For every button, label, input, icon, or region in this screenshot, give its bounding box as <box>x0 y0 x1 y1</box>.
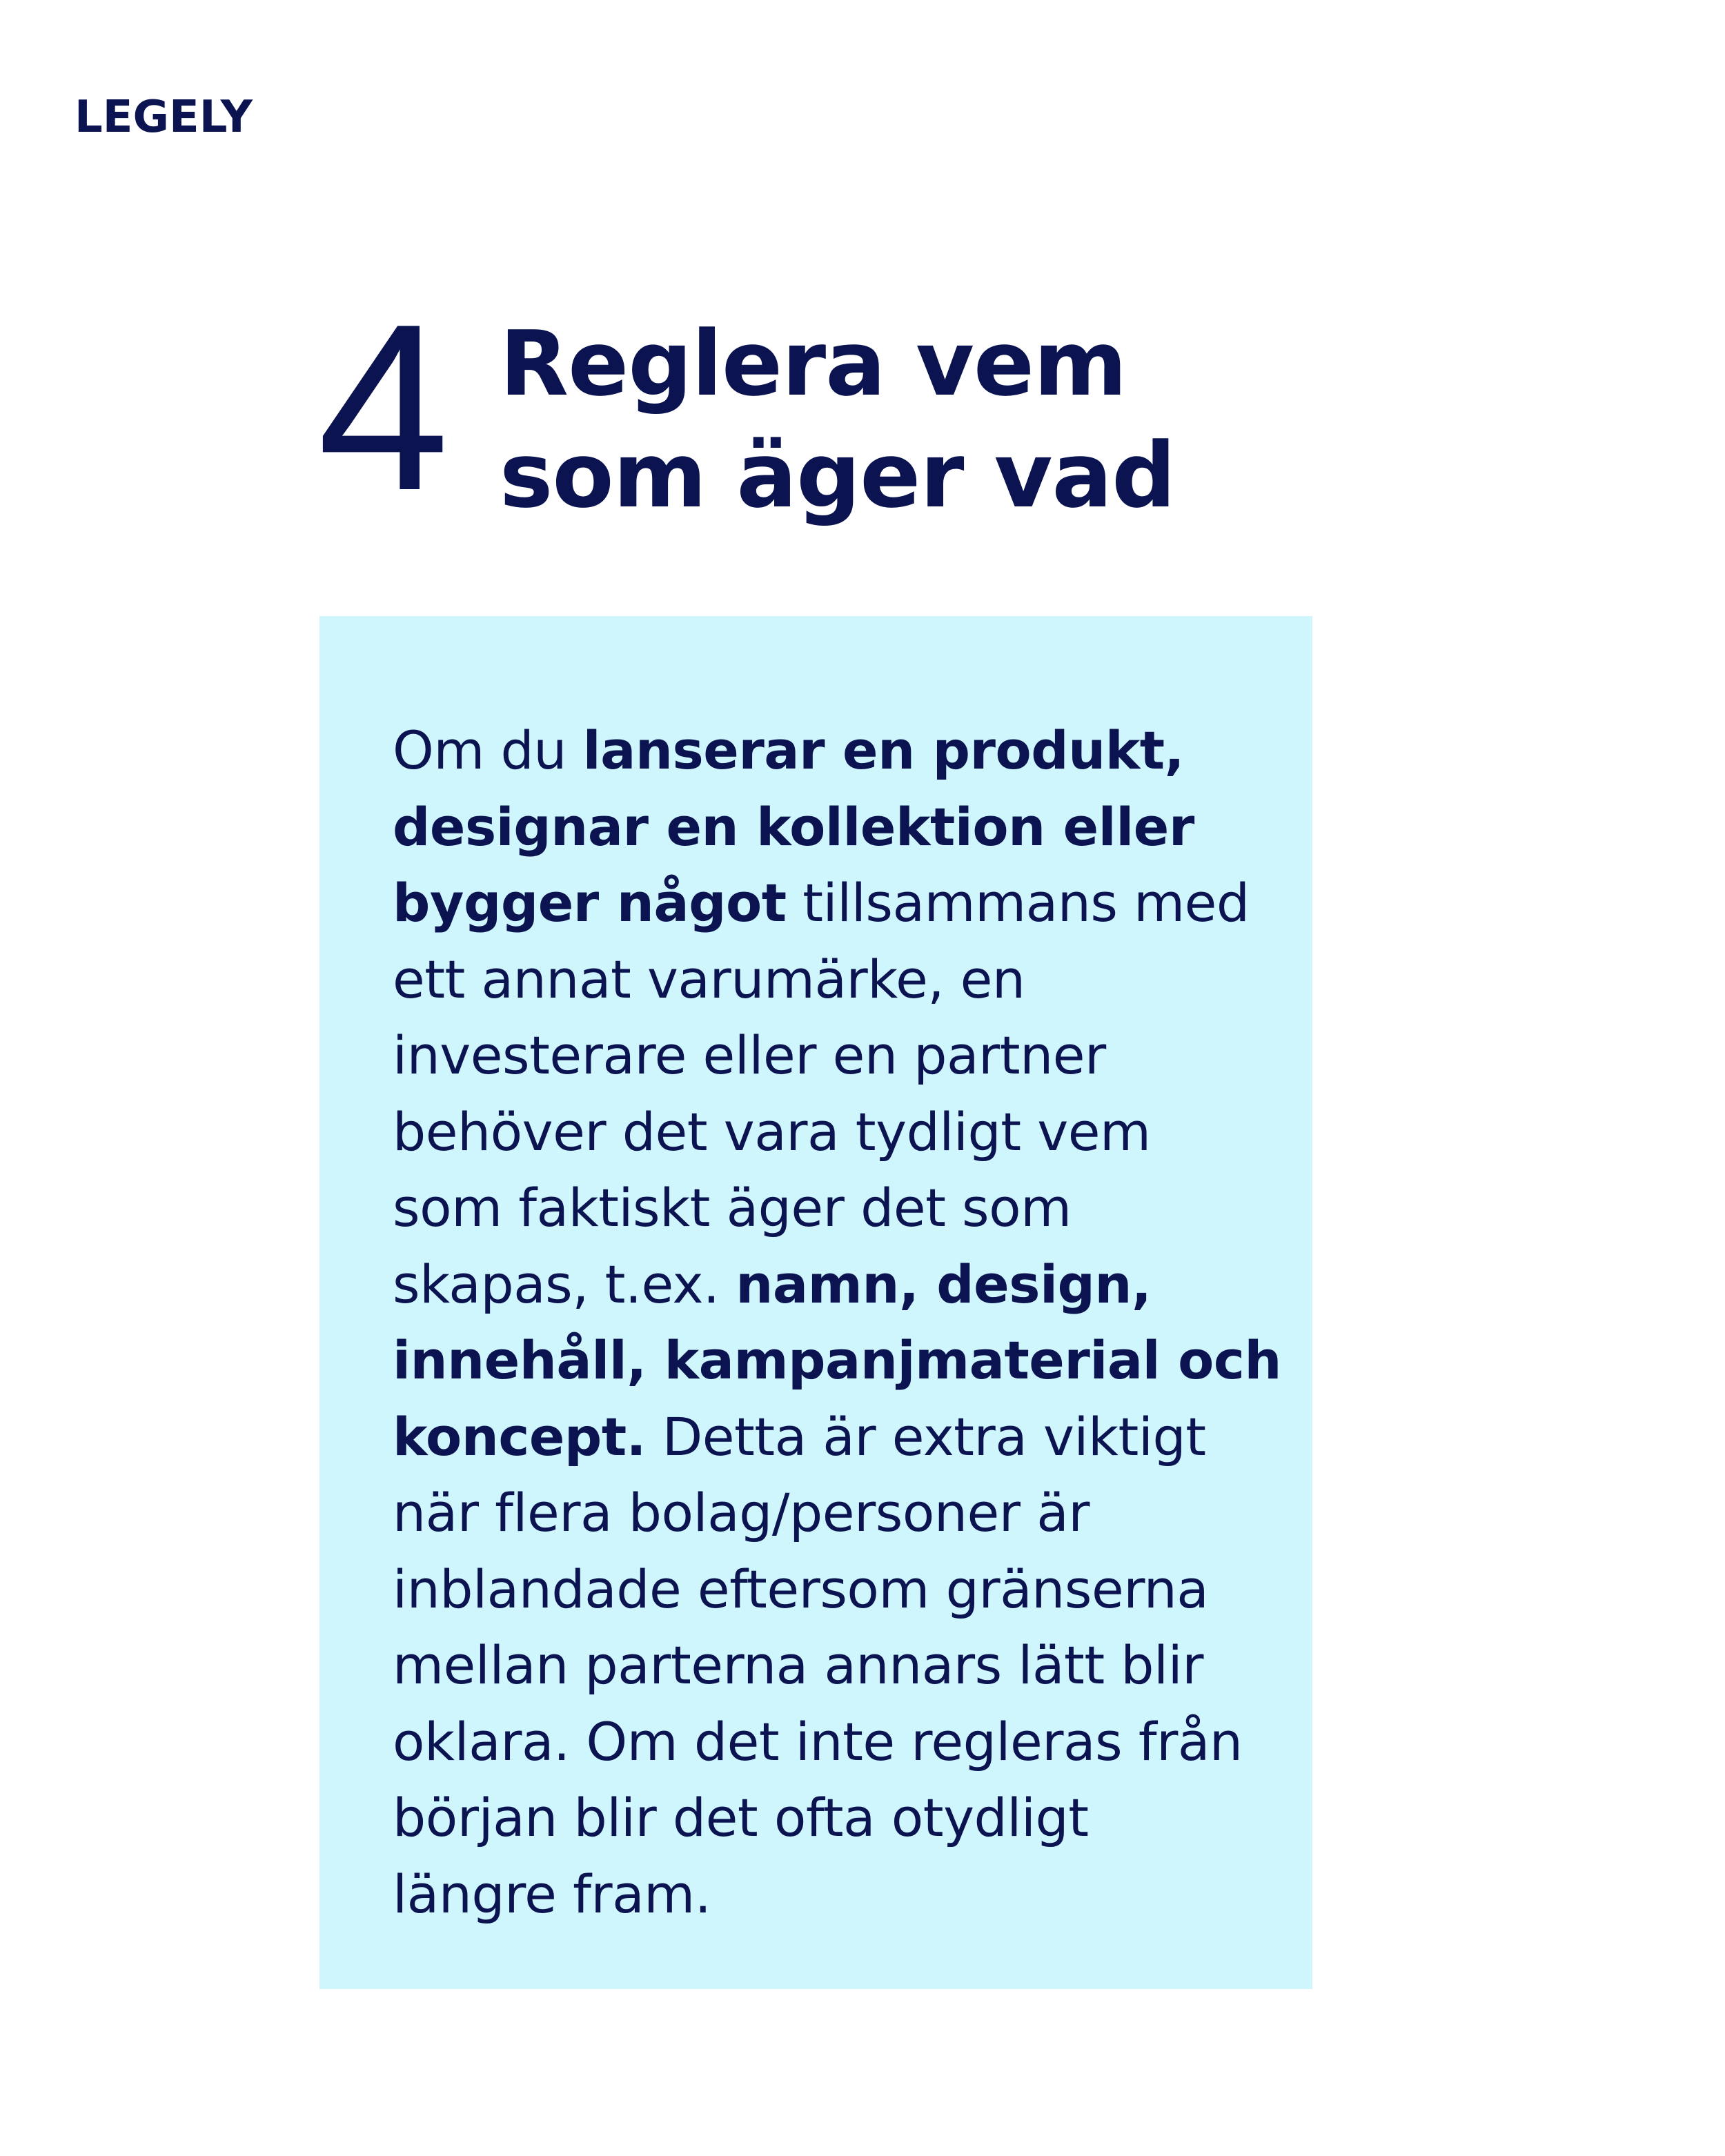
callout-bold-text: innehåll, kampanjmaterial och <box>393 1329 1282 1391</box>
callout-line <box>393 1094 1290 1171</box>
callout-bold-text: bygger något <box>393 872 787 933</box>
callout-text-run: Detta är extra viktigt <box>646 1405 1206 1467</box>
callout-line <box>393 1323 1290 1399</box>
callout-line <box>393 942 1290 1018</box>
callout-line <box>393 1475 1290 1552</box>
section-title <box>500 308 1175 531</box>
callout-text-run: investerare eller en partner <box>393 1025 1106 1086</box>
section-title-line-2: som äger vad <box>500 423 1176 528</box>
callout-paragraph <box>393 713 1290 1932</box>
callout-text-run: längre fram. <box>393 1863 711 1925</box>
callout-line <box>393 1247 1290 1323</box>
callout-line <box>393 1399 1290 1476</box>
callout-bold-text: namn, design, <box>736 1253 1152 1315</box>
callout-line <box>393 1857 1290 1933</box>
callout-text-run: som faktiskt äger det som <box>393 1177 1072 1238</box>
callout-text-run: när flera bolag/personer är <box>393 1482 1090 1543</box>
section-title-line-1: Reglera vem <box>500 311 1127 416</box>
callout-text-run: mellan parterna annars lätt blir <box>393 1634 1203 1696</box>
callout-line <box>393 789 1290 866</box>
callout-line <box>393 1552 1290 1628</box>
callout-bold-text: designar en kollektion eller <box>393 795 1194 858</box>
legely-logo: LEGELY <box>75 92 253 143</box>
callout-text-run: början blir det ofta otydligt <box>393 1787 1089 1848</box>
section-number: 4 <box>317 275 450 540</box>
callout-line <box>393 865 1290 942</box>
callout-bold-text: lanserar en produkt, <box>582 720 1184 781</box>
info-callout-box <box>319 616 1312 1989</box>
callout-text-run: oklara. Om det inte regleras från <box>393 1710 1243 1772</box>
callout-line <box>393 1628 1290 1704</box>
callout-bold-text: koncept. <box>393 1405 647 1467</box>
callout-text-run: behöver det vara tydligt vem <box>393 1100 1151 1163</box>
callout-text-run: ett annat varumärke, en <box>393 948 1025 1010</box>
callout-text-run: skapas, t.ex. <box>393 1253 736 1315</box>
callout-line <box>393 1018 1290 1094</box>
callout-text-run: tillsammans med <box>786 872 1250 933</box>
callout-line <box>393 713 1290 789</box>
callout-text-run: Om du <box>393 720 583 781</box>
callout-line <box>393 1780 1290 1857</box>
callout-line <box>393 1170 1290 1247</box>
callout-line <box>393 1704 1290 1781</box>
callout-text-run: inblandade eftersom gränserna <box>393 1558 1209 1620</box>
